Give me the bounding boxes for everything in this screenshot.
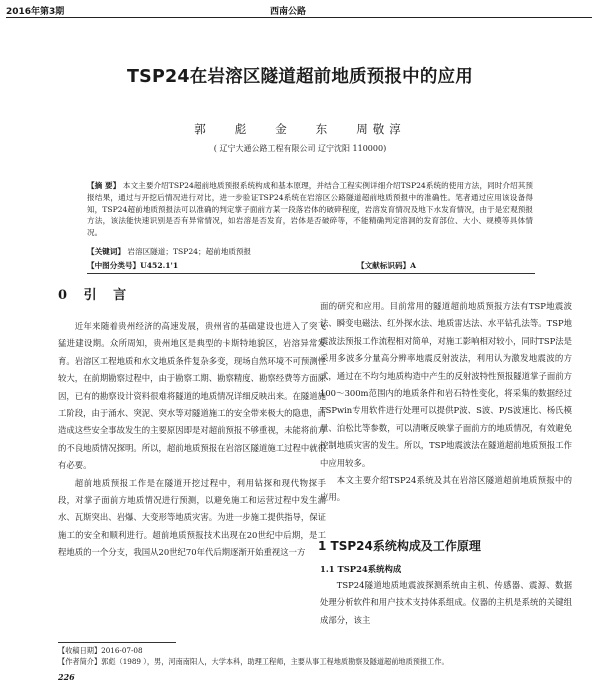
body-paragraph: 近年来随着贵州经济的高速发展，贵州省的基础建设也进入了突飞猛进建设期。众所周知，贵州地区是典型的卡斯特地貌区，岩溶异常发育。岩溶区工程地质和水文地质条件复杂多变，现场自然环境不可预测性较大，在前期勘察过程中，由于勘察工期、勘察精度、勘察经费等方面原因，已有的勘察设计资料很难将隧道的地质情况详细反映出来。在隧道施工阶段，由于涌水、突泥、突水等对隧道施工的安全带来极大的隐患，而造成这些安全事故发生的主要原因即是对超前预报不够重视，未能将前方的不良地质情况探明。所以，超前地质预报在岩溶区隧道施工过程中就很有必要。: [58, 321, 326, 471]
subsection-body: [320, 577, 572, 629]
author-bio: 【作者简介】郭彪（1989 ），男，河南南阳人，大学本科，助理工程师，主要从事工程地质勘察及隧道超前地质预报工作。: [58, 657, 449, 666]
abstract-label: 【摘 要】: [87, 181, 121, 190]
abstract-text: 本文主要介绍TSP24超前地质预报系统构成和基本原理，并结合工程实例详细介绍TSP24系统的使用方法，同时介绍其预报结果，通过与开挖后情况进行对比，进一步验证TSP24系统在岩溶区公路隧道超前地质预报中的准确性。笔者通过应用该设备得知，TSP24超前地质预报法可以准确的判定掌子面前方某一段落岩体的破碎程度，岩溶发育情况及地下水发育情况，由于是宏观预报方法，该法能快速识别是否有异常情况，如岩溶是否发育，岩体是否破碎等，不能精确判定溶洞的发育部位、大小、规模等具体情况。: [87, 181, 533, 238]
received-date: 【收稿日期】2016-07-08: [58, 646, 143, 655]
keywords-text: 岩溶区隧道；TSP24；超前地质预报: [127, 247, 252, 256]
issue-label: 2016年第3期: [6, 7, 65, 17]
journal-name: 西南公路: [270, 7, 307, 17]
page-number: 226: [58, 672, 75, 682]
left-column: [58, 318, 326, 562]
author-name: 金: [275, 122, 292, 136]
clc-number: 【中图分类号】U452.1'1: [87, 261, 179, 270]
subsection-heading-1-1: 1.1 TSP24系统构成: [320, 564, 402, 574]
body-paragraph: 本文主要介绍TSP24系统及其在岩溶区隧道超前地质预报中的应用。: [320, 475, 572, 503]
abstract: [87, 180, 533, 239]
abstract-divider: [87, 273, 535, 274]
right-column: [320, 298, 572, 507]
author-name: 郭: [194, 122, 211, 136]
keywords-label: 【关键词】: [87, 247, 125, 256]
affiliation: ( 辽宁大通公路工程有限公司 辽宁沈阳 110000): [213, 144, 387, 153]
section-heading-1: 1 TSP24系统构成及工作原理: [318, 539, 481, 553]
body-paragraph: 超前地质预报工作是在隧道开挖过程中，利用钻探和现代物探手段，对掌子面前方地质情况进行预测，以避免施工和运营过程中发生涌水、瓦斯突出、岩爆、大变形等地质灾害。为进一步施工提供指导，保证施工的安全和顺利进行。超前地质预报技术出现在20世纪中后期，是工程地质的一个分支，我国从20世纪70年代后期逐渐开始重视这一方: [58, 477, 326, 558]
document-code: 【文献标识码】A: [357, 261, 417, 270]
section-heading-intro: 0 引 言: [58, 288, 133, 303]
page-header: [0, 0, 600, 18]
keywords: [87, 246, 533, 257]
footnote-rule: [58, 642, 176, 643]
body-paragraph: 面的研究和应用。目前常用的隧道超前地质预报方法有TSP地震波法、瞬变电磁法、红外探水法、地质雷达法、水平钻孔法等。TSP地震波法预报工作流程相对简单，对施工影响相对较小，同时TSP法是采用多波多分量高分辨率地震反射波法，利用认为激发地震波的方式，通过在不均匀地质构造中产生的反射波特性预报隧道掌子面前方100～300m范围内的地质条件和岩石特性变化，将采集的数据经过TSPwin专用软件进行处理可以提供P波、S波、P/S波速比、杨氏模量、泊松比等参数，可以清晰反映掌子面前方的地质情况，有效避免控制地质灾害的发生。所以，TSP地震波法在隧道超前地质预报工作中应用较多。: [320, 301, 572, 468]
author-name: 东: [315, 122, 333, 136]
author-name: 周敬淳: [356, 122, 406, 136]
author-name: 彪: [234, 122, 252, 136]
header-rule: [6, 17, 592, 18]
body-paragraph: TSP24隧道地质地震波探测系统由主机、传感器、震源、数据处理分析软件和用户技术支持体系组成。仪器的主机是系统的关键组成部分，该主: [320, 580, 572, 625]
author-line: [0, 121, 600, 137]
article-title: TSP24在岩溶区隧道超前地质预报中的应用: [127, 67, 473, 87]
